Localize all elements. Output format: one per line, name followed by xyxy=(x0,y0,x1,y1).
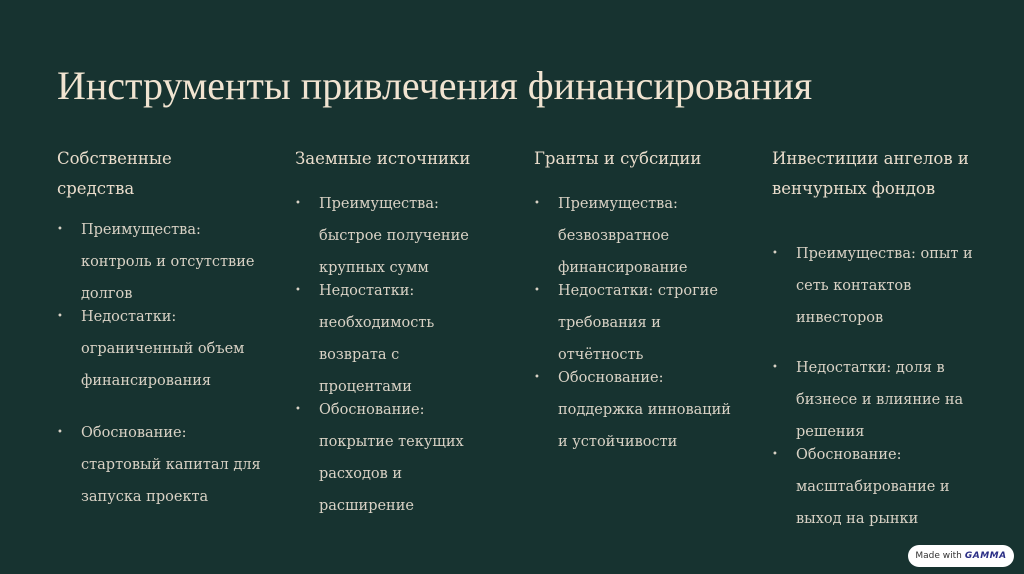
list-item xyxy=(534,362,744,458)
list-item-text: Обоснование: поддержка инноваций и устойчивости xyxy=(558,370,731,450)
list-item-text: Недостатки: строгие требования и отчётность xyxy=(558,283,718,363)
list-item xyxy=(295,188,495,284)
column-grants-subsidies xyxy=(534,144,744,458)
list-item xyxy=(534,275,744,371)
list-item-text: Преимущества: безвозвратное финансирование xyxy=(558,196,688,276)
bullet-icon: • xyxy=(772,248,778,259)
list-item xyxy=(295,394,495,522)
bullet-icon: • xyxy=(295,404,301,415)
list-item xyxy=(534,188,744,284)
column-own-funds xyxy=(57,144,262,513)
list-item xyxy=(57,214,262,310)
bullet-icon: • xyxy=(534,198,540,209)
list-item-text: Преимущества: опыт и сеть контактов инвесторов xyxy=(796,246,973,326)
column-heading: Инвестиции ангелов и венчурных фондов xyxy=(772,149,969,198)
list-item-text: Обоснование: стартовый капитал для запуска проекта xyxy=(81,425,261,505)
list-item-text: Недостатки: доля в бизнесе и влияние на решения xyxy=(796,360,964,440)
list-item-text: Недостатки: необходимость возврата с процентами xyxy=(319,283,435,395)
column-heading: Гранты и субсидии xyxy=(534,149,702,168)
badge-prefix: Made with xyxy=(915,551,962,561)
column-list xyxy=(534,188,744,458)
list-item xyxy=(295,275,495,403)
column-borrowed-sources xyxy=(295,144,495,522)
made-with-gamma-badge[interactable] xyxy=(908,545,1014,567)
list-item xyxy=(57,417,262,513)
bullet-icon: • xyxy=(295,285,301,296)
bullet-icon: • xyxy=(772,362,778,373)
list-item-text: Обоснование: покрытие текущих расходов и расширение xyxy=(319,402,464,514)
column-list xyxy=(57,214,262,513)
list-item xyxy=(772,352,982,448)
bullet-icon: • xyxy=(772,449,778,460)
bullet-icon: • xyxy=(295,198,301,209)
bullet-icon: • xyxy=(57,427,63,438)
gamma-logo: GAMMA xyxy=(964,551,1007,561)
list-item-text: Преимущества: быстрое получение крупных сумм xyxy=(319,196,469,276)
list-item xyxy=(772,238,982,334)
column-list xyxy=(772,238,982,535)
list-item-text: Обоснование: масштабирование и выход на рынки xyxy=(796,447,950,527)
slide-title: Инструменты привлечения финансирования xyxy=(57,63,813,108)
list-item-text: Недостатки: ограниченный объем финансирования xyxy=(81,309,245,389)
column-heading: Заемные источники xyxy=(295,149,471,168)
column-list xyxy=(295,188,495,522)
column-heading: Собственные средства xyxy=(57,149,172,198)
list-item-text: Преимущества: контроль и отсутствие долгов xyxy=(81,222,255,302)
bullet-icon: • xyxy=(57,311,63,322)
bullet-icon: • xyxy=(534,372,540,383)
list-item xyxy=(57,301,262,397)
column-angel-vc xyxy=(772,144,982,535)
list-item xyxy=(772,439,982,535)
bullet-icon: • xyxy=(57,224,63,235)
bullet-icon: • xyxy=(534,285,540,296)
